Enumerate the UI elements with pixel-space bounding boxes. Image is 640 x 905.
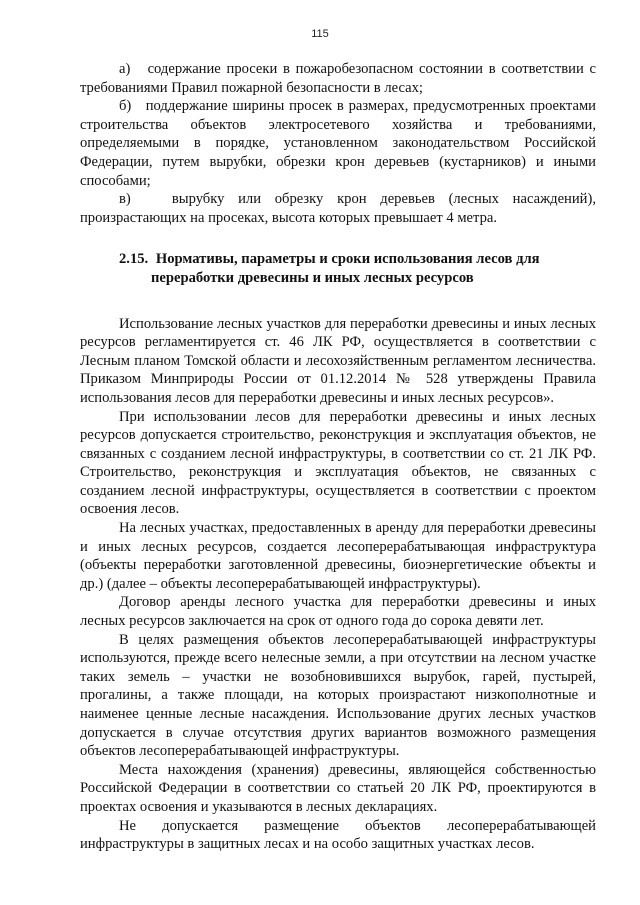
page-body [80,60,596,854]
body-paragraph: Договор аренды лесного участка для переработки древесины и иных лесных ресурсов заключается на срок от одного года до сорока девяти лет. [80,594,596,630]
body-paragraph: При использовании лесов для переработки древесины и иных лесных ресурсов допускается строительство, реконструкция и эксплуатация объектов, не связанных с созданием лесной инфраструктуры, в соответствии со ст. 21 ЛК РФ. Строительство, реконструкция и эксплуатация объектов, не связанных с созданием лесной инфраструктуры, осуществляется в соответствии с проектом освоения лесов. [80,408,596,518]
section-title-line2: переработки древесины и иных лесных ресурсов [151,269,474,286]
body-paragraph: На лесных участках, предоставленных в аренду для переработки древесины и иных лесных ресурсов, создается лесоперерабатывающая инфраструктура (объекты переработки заготовленной древесины, биоэнергетические объекты и др.) (далее – объекты лесоперерабатывающей инфраструктуры). [80,520,596,592]
body-paragraph: Места нахождения (хранения) древесины, являющейся собственностью Российской Федерации в соответствии со статьей 20 ЛК РФ, проектируются в проектах освоения и указываются в лесных декларациях. [80,761,596,815]
list-item-text: содержание просеки в пожаробезопасном состоянии в соответствии с требованиями Правил пожарной безопасности в лесах; [80,61,596,96]
list-item-b [80,97,596,190]
list-item-a [80,60,596,97]
body-paragraph: В целях размещения объектов лесоперерабатывающей инфраструктуры используются, прежде всего нелесные земли, а при отсутствии на лесном участке таких земель – участки не возобновившихся вырубок, гарей, пустырей, прогалины, а также площади, на которых произрастают низкополнотные и наименее ценные лесные насаждения. Использование других лесных участков допускается в случае отсутствия других вариантов возможного размещения объектов лесоперерабатывающей инфраструктуры. [80,631,596,760]
page-number: 115 [311,28,329,40]
body-paragraph: Использование лесных участков для переработки древесины и иных лесных ресурсов регламентируется ст. 46 ЛК РФ, осуществляется в соответствии с Лесным планом Томской области и лесохозяйственным регламентом лесничества. Приказом Минприроды России от 01.12.2014 № 528 утверждены Правила использования лесов для переработки древесины и иных лесных ресурсов». [80,315,596,406]
list-item-c [80,190,596,227]
section-heading [80,250,596,287]
list-item-text: поддержание ширины просек в размерах, предусмотренных проектами строительства объектов электросетевого хозяйства и требованиями, определяемыми в порядке, установленном законодательством Российской Федерации, путем вырубки, обрезки крон деревьев (кустарников) и иными способами; [80,98,596,189]
list-marker: в) [119,191,131,208]
list-marker: а) [119,61,131,77]
section-title-line1: Нормативы, параметры и сроки использования лесов для [155,251,540,268]
body-paragraph: Не допускается размещение объектов лесоперерабатывающей инфраструктуры в защитных лесах и на особо защитных участках лесов. [80,817,596,853]
list-item-text: вырубку или обрезку крон деревьев (лесных насаждений), произрастающих на просеках, высота которых превышает 4 метра. [80,191,596,226]
section-number: 2.15. [119,251,149,268]
list-marker: б) [119,98,132,115]
